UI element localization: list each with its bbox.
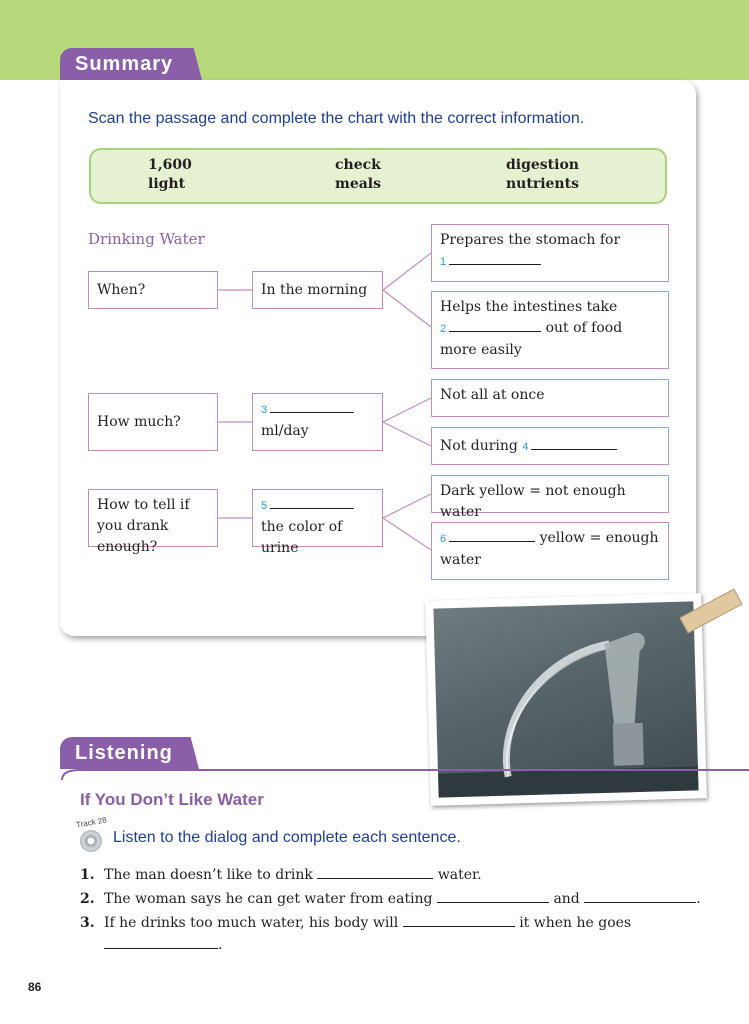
- blank-number: 2: [440, 323, 447, 335]
- chart-title: Drinking Water: [88, 230, 205, 248]
- word-bank-item: 1,600: [148, 157, 192, 173]
- audio-cd-icon[interactable]: [80, 830, 102, 852]
- summary-tab: Summary: [60, 48, 190, 80]
- answer-blank[interactable]: [104, 936, 218, 949]
- water-fountain-photo: [425, 593, 707, 806]
- question-item: 3. If he drinks too much water, his body will it when he goes .: [80, 915, 632, 953]
- answer-blank[interactable]: [584, 890, 696, 903]
- answer-blank[interactable]: [449, 529, 535, 542]
- blank-number: 1: [440, 256, 447, 268]
- effect-not-during: Not during 4: [431, 427, 669, 465]
- effect-intestines: Helps the intestines take 2 out of food more easily: [431, 291, 669, 369]
- answer-blank[interactable]: [449, 252, 541, 265]
- blank-number: 4: [522, 441, 529, 453]
- blank-number: 6: [440, 533, 447, 545]
- answer-blank[interactable]: [437, 890, 549, 903]
- word-bank-item: nutrients: [506, 176, 579, 192]
- answer-blank[interactable]: [403, 914, 515, 927]
- track-label: Track 28: [75, 815, 108, 830]
- word-bank-item: meals: [335, 176, 381, 192]
- word-bank-item: check: [335, 157, 381, 173]
- blank-number: 3: [261, 404, 268, 416]
- answer-blank[interactable]: [270, 400, 354, 413]
- answer-blank[interactable]: [270, 496, 354, 509]
- blank-number: 5: [261, 500, 268, 512]
- question-item: 2. The woman says he can get water from eating and .: [80, 891, 701, 907]
- answer-how-to-tell: 5 the color of urine: [252, 489, 383, 547]
- question-how-much: How much?: [88, 393, 218, 451]
- effect-prepares-stomach: Prepares the stomach for 1: [431, 224, 669, 282]
- question-item: 1. The man doesn’t like to drink water.: [80, 867, 482, 883]
- answer-blank[interactable]: [317, 866, 433, 879]
- listening-title: If You Don’t Like Water: [80, 790, 264, 809]
- photo-image: [433, 601, 698, 797]
- listening-instruction: Listen to the dialog and complete each sentence.: [113, 829, 461, 846]
- word-bank-item: digestion: [506, 157, 579, 173]
- answer-blank[interactable]: [531, 437, 617, 450]
- question-how-to-tell: How to tell if you drank enough?: [88, 489, 218, 547]
- summary-instruction: Scan the passage and complete the chart with the correct information.: [88, 110, 585, 127]
- question-when: When?: [88, 271, 218, 309]
- effect-dark-yellow: Dark yellow = not enough water: [431, 475, 669, 513]
- word-bank-item: light: [148, 176, 186, 192]
- answer-when: In the morning: [252, 271, 383, 309]
- effect-yellow-enough: 6 yellow = enough water: [431, 522, 669, 580]
- answer-blank[interactable]: [449, 319, 541, 332]
- effect-not-at-once: Not all at once: [431, 379, 669, 417]
- page-number: 86: [28, 980, 42, 994]
- listening-tab: Listening: [60, 737, 187, 769]
- water-fountain-illustration: [433, 601, 698, 797]
- answer-how-much: 3 ml/day: [252, 393, 383, 451]
